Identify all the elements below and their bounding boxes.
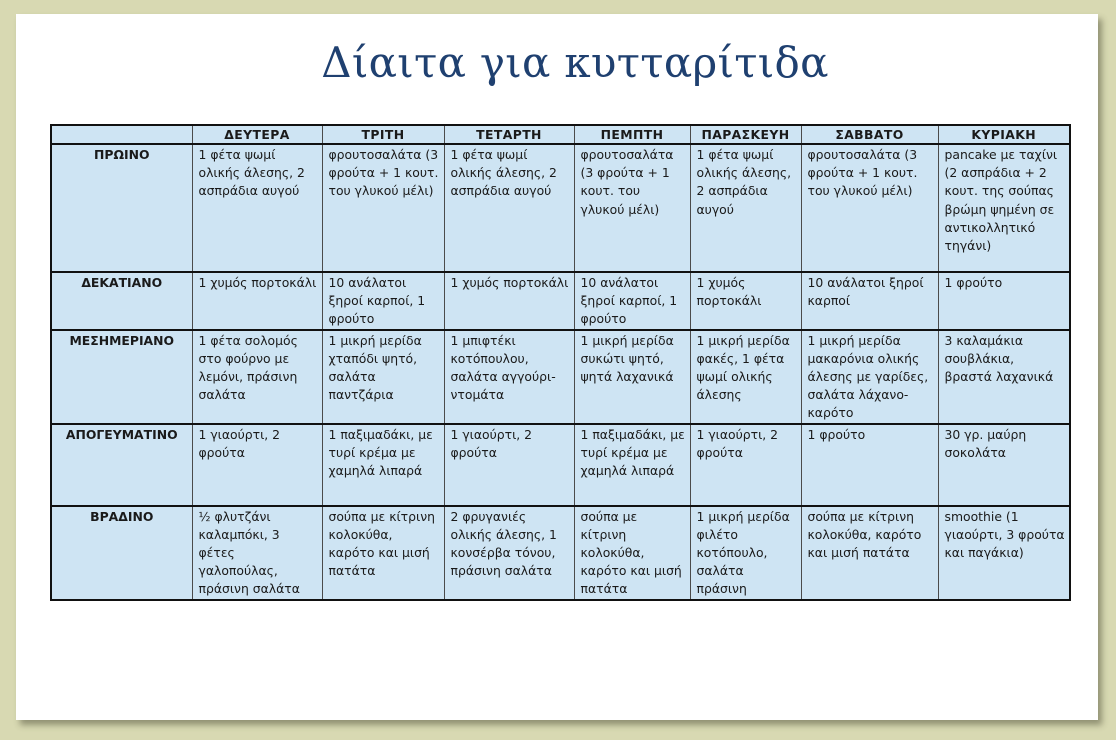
table-cell: 1 μικρή μερίδα φακές, 1 φέτα ψωμί ολικής άλεσης [690,330,801,424]
table-cell: pancake με ταχίνι (2 ασπράδια + 2 κουτ. της σούπας βρώμη ψημένη σε αντικολλητικό τηγάνι) [938,144,1070,272]
day-header-tuesday: ΤΡΙΤΗ [322,125,444,144]
page-title: Δίαιτα για κυτταρίτιδα [321,38,829,87]
table-cell: 1 μικρή μερίδα συκώτι ψητό, ψητά λαχανικά [574,330,690,424]
table-cell: 10 ανάλατοι ξηροί καρποί [801,272,938,330]
table-cell: σούπα με κίτρινη κολοκύθα, καρότο και μισή πατάτα [322,506,444,600]
table-cell: 1 γιαούρτι, 2 φρούτα [690,424,801,506]
table-cell: 1 γιαούρτι, 2 φρούτα [444,424,574,506]
meal-row-breakfast [51,144,1070,272]
header-row [51,125,1070,144]
table-cell: φρουτοσαλάτα (3 φρούτα + 1 κουτ. του γλυκού μέλι) [801,144,938,272]
table-cell: 1 μικρή μερίδα φιλέτο κοτόπουλο, σαλάτα πράσινη [690,506,801,600]
table-cell: 30 γρ. μαύρη σοκολάτα [938,424,1070,506]
table-cell: 1 παξιμαδάκι, με τυρί κρέμα με χαμηλά λιπαρά [322,424,444,506]
meal-row-dinner [51,506,1070,600]
table-cell: ½ φλυτζάνι καλαμπόκι, 3 φέτες γαλοπούλας, πράσινη σαλάτα [192,506,322,600]
day-header-sunday: ΚΥΡΙΑΚΗ [938,125,1070,144]
meal-label: ΒΡΑΔΙΝΟ [51,506,192,600]
table-cell: 1 παξιμαδάκι, με τυρί κρέμα με χαμηλά λιπαρά [574,424,690,506]
table-cell: 1 φέτα ψωμί ολικής άλεσης, 2 ασπράδια αυγού [690,144,801,272]
day-header-friday: ΠΑΡΑΣΚΕΥΗ [690,125,801,144]
table-cell: σούπα με κίτρινη κολοκύθα, καρότο και μισή πατάτα [574,506,690,600]
table-cell: 1 μικρή μερίδα χταπόδι ψητό, σαλάτα παντζάρια [322,330,444,424]
table-cell: 10 ανάλατοι ξηροί καρποί, 1 φρούτο [322,272,444,330]
table-cell: smoothie (1 γιαούρτι, 3 φρούτα και παγάκια) [938,506,1070,600]
table-cell: σούπα με κίτρινη κολοκύθα, καρότο και μισή πατάτα [801,506,938,600]
diet-table [50,124,1071,601]
table-cell: φρουτοσαλάτα (3 φρούτα + 1 κουτ. του γλυκού μέλι) [322,144,444,272]
table-cell: 1 φρούτο [938,272,1070,330]
table-cell: 1 γιαούρτι, 2 φρούτα [192,424,322,506]
table-cell: 2 φρυγανιές ολικής άλεσης, 1 κονσέρβα τόνου, πράσινη σαλάτα [444,506,574,600]
table-cell: 10 ανάλατοι ξηροί καρποί, 1 φρούτο [574,272,690,330]
meal-row-snack-afternoon [51,424,1070,506]
meal-row-snack-morning [51,272,1070,330]
corner-cell [51,125,192,144]
table-cell: 3 καλαμάκια σουβλάκια, βραστά λαχανικά [938,330,1070,424]
table-cell: 1 φέτα ψωμί ολικής άλεσης, 2 ασπράδια αυγού [192,144,322,272]
table-cell: 1 μπιφτέκι κοτόπουλου, σαλάτα αγγούρι-ντομάτα [444,330,574,424]
meal-label: ΑΠΟΓΕΥΜΑΤΙΝΟ [51,424,192,506]
meal-row-lunch [51,330,1070,424]
day-header-wednesday: ΤΕΤΑΡΤΗ [444,125,574,144]
table-cell: 1 φέτα ψωμί ολικής άλεσης, 2 ασπράδια αυγού [444,144,574,272]
meal-label: ΠΡΩΙΝΟ [51,144,192,272]
meal-label: ΔΕΚΑΤΙΑΝΟ [51,272,192,330]
meal-label: ΜΕΣΗΜΕΡΙΑΝΟ [51,330,192,424]
table-cell: 1 μικρή μερίδα μακαρόνια ολικής άλεσης με γαρίδες, σαλάτα λάχανο-καρότο [801,330,938,424]
document-page [16,14,1098,720]
day-header-saturday: ΣΑΒΒΑΤΟ [801,125,938,144]
table-cell: φρουτοσαλάτα (3 φρούτα + 1 κουτ. του γλυκού μέλι) [574,144,690,272]
table-cell: 1 φρούτο [801,424,938,506]
table-cell: 1 χυμός πορτοκάλι [690,272,801,330]
day-header-thursday: ΠΕΜΠΤΗ [574,125,690,144]
table-cell: 1 χυμός πορτοκάλι [444,272,574,330]
table-cell: 1 χυμός πορτοκάλι [192,272,322,330]
day-header-monday: ΔΕΥΤΕΡΑ [192,125,322,144]
table-cell: 1 φέτα σολομός στο φούρνο με λεμόνι, πράσινη σαλάτα [192,330,322,424]
